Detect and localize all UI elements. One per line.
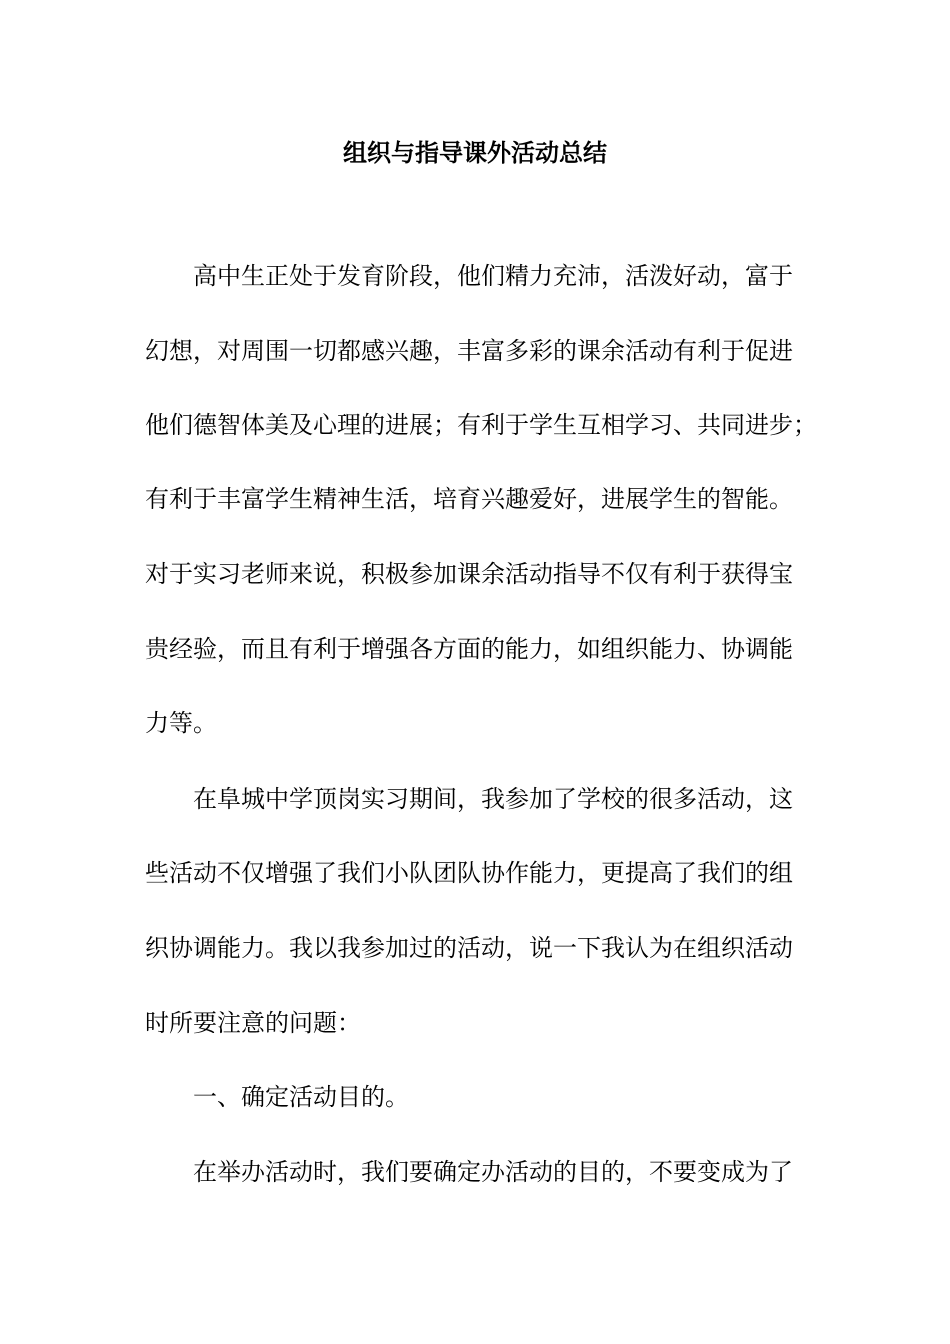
section-heading-1: 一、确定活动目的。 [193,1083,409,1111]
paragraph-1-line-6: 贵经验，而且有利于增强各方面的能力，如组织能力、协调能 [145,635,793,663]
paragraph-1-line-2: 幻想，对周围一切都感兴趣，丰富多彩的课余活动有利于促进 [145,337,793,365]
paragraph-2-line-1: 在阜城中学顶岗实习期间，我参加了学校的很多活动，这 [193,785,793,813]
document-title: 组织与指导课外活动总结 [343,138,607,167]
paragraph-2-line-3: 织协调能力。我以我参加过的活动，说一下我认为在组织活动 [145,934,793,962]
paragraph-1-line-1: 高中生正处于发育阶段，他们精力充沛，活泼好动，富于 [193,262,793,290]
paragraph-1-line-3: 他们德智体美及心理的进展；有利于学生互相学习、共同进步； [145,411,817,439]
paragraph-2-line-2: 些活动不仅增强了我们小队团队协作能力，更提高了我们的组 [145,859,793,887]
paragraph-2-line-4: 时所要注意的问题： [145,1009,361,1037]
paragraph-3-line-1: 在举办活动时，我们要确定办活动的目的，不要变成为了 [193,1158,793,1186]
paragraph-1-line-5: 对于实习老师来说，积极参加课余活动指导不仅有利于获得宝 [145,560,793,588]
paragraph-1-line-4: 有利于丰富学生精神生活，培育兴趣爱好，进展学生的智能。 [145,485,793,513]
paragraph-1-line-7: 力等。 [145,709,217,737]
